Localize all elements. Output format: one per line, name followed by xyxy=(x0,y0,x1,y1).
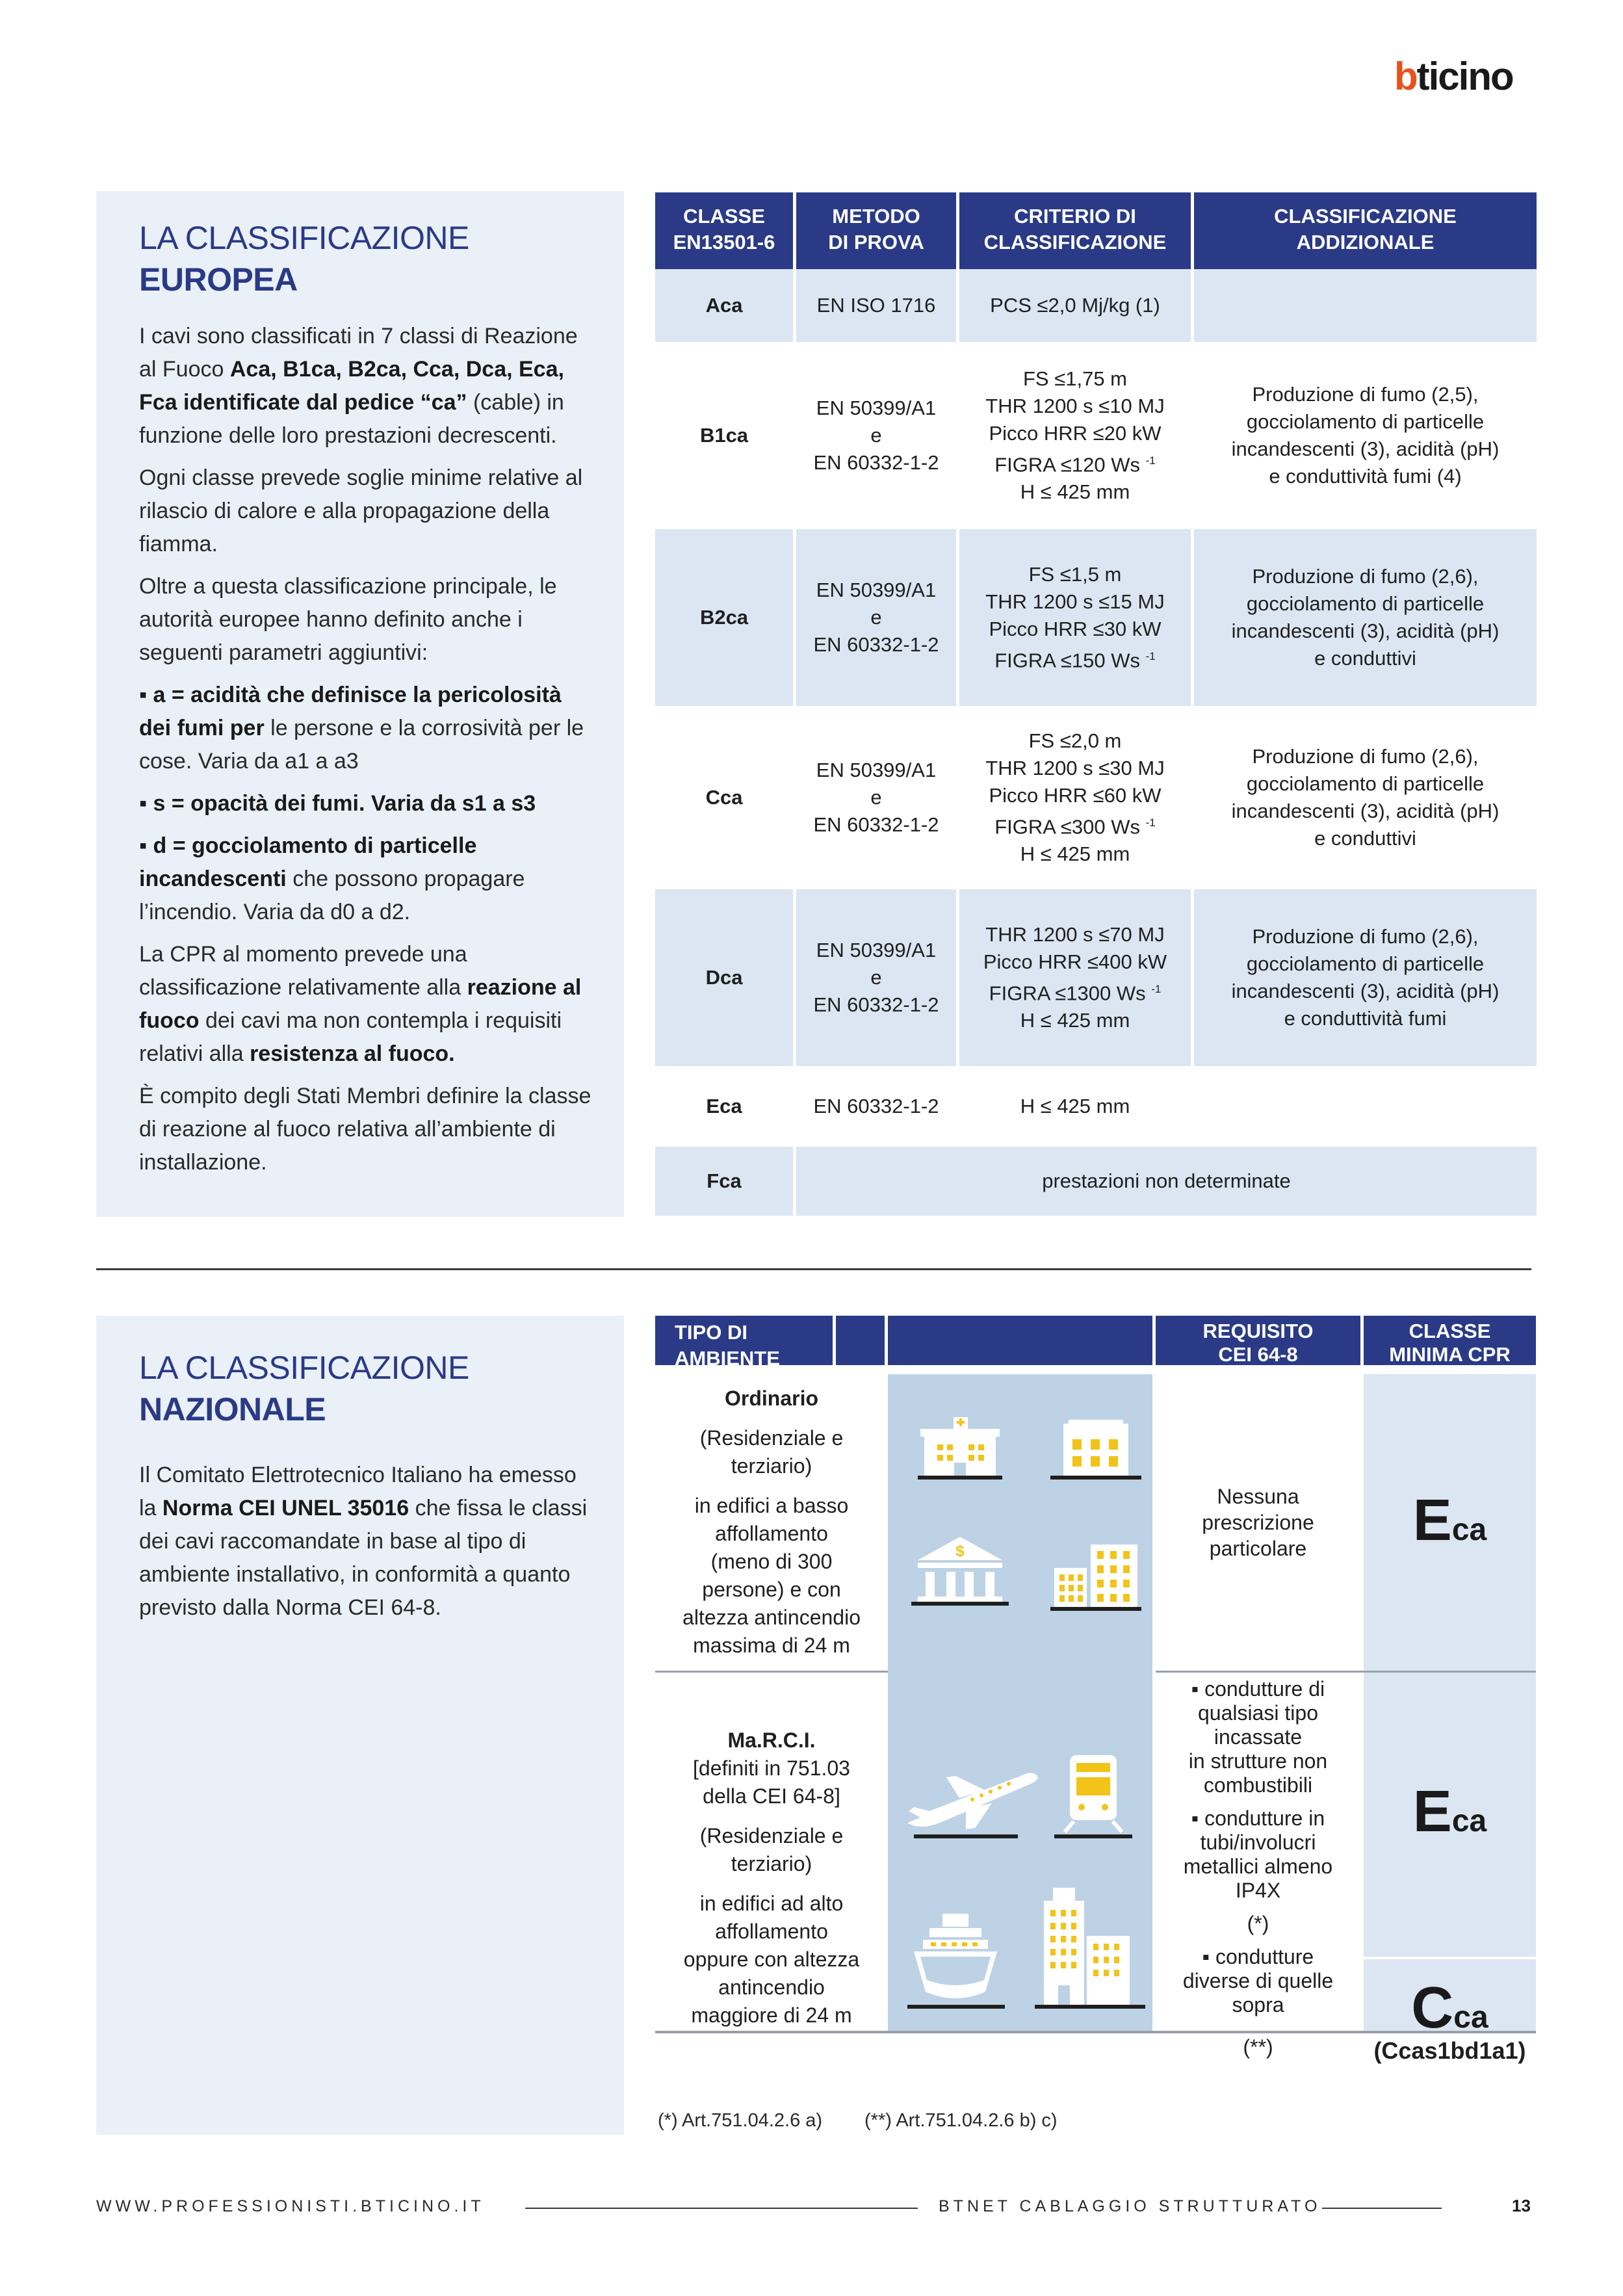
page-number: 13 xyxy=(1512,2196,1531,2215)
bullet-acidity: ▪ a = acidità che definisce la pericolosità dei fumi per le persone e la corrosività per le cose. Varia da a1 a a3 xyxy=(139,683,584,774)
european-paragraph-2: Ogni classe prevede soglie minime relative al rilascio di calore e alla propagazione della fiamma. xyxy=(139,465,583,556)
type-ordinario: Ordinario (Residenziale e terziario) in edifici a basso affollamento (meno di 300 persone) e con altezza antincendio massima di 24 m xyxy=(682,1387,861,1657)
bank-icon xyxy=(911,1537,1009,1606)
svg-text:$: $ xyxy=(955,1543,965,1560)
header-classe: CLASSE EN13501-6 xyxy=(655,192,793,269)
european-paragraph-5: È compito degli Stati Membri definire la classe di reazione al fuoco relativa all’ambiente di installazione. xyxy=(139,1084,591,1175)
bullet-opacity: ▪ s = opacità dei fumi. Varia da s1 a s3 xyxy=(139,791,536,816)
european-paragraph-1: I cavi sono classificati in 7 classi di Reazione al Fuoco Aca, B1ca, B2ca, Cca, Dca, Eca, Fca identificate dal pedice “ca” (cable) in funzione delle loro prestazioni decrescenti. xyxy=(139,324,578,448)
requirement-none: Nessuna prescrizione particolare xyxy=(1202,1485,1314,1560)
european-paragraph-3: Oltre a questa classificazione principale, le autorità europee hanno definito anche i seguenti parametri aggiuntivi: xyxy=(139,574,557,665)
skyscrapers-icon xyxy=(1035,1888,1145,2009)
class-eca-ordinario: Eca xyxy=(1412,1488,1487,1553)
header-spacer xyxy=(836,1316,885,1365)
footer-line-left xyxy=(525,2208,918,2209)
header-tipo-ambiente: TIPO DI AMBIENTE xyxy=(655,1316,833,1365)
city-buildings-icon xyxy=(1050,1545,1141,1611)
superscript-unit: -1 xyxy=(1145,454,1156,467)
class-cca-marci: Cca (Ccas1bd1a1) xyxy=(1373,1976,1526,2064)
train-icon xyxy=(1054,1755,1132,1838)
header-criterio: CRITERIO DI CLASSIFICAZIONE xyxy=(959,192,1191,269)
type-marci: Ma.R.C.I. [definiti in 751.03 della CEI 64-8] (Residenziale e terziario) in edifici ad alto affollamento oppure con altezza antincendio maggiore di 24 m xyxy=(683,1729,860,2027)
table-row: B1ca EN 50399/A1 e EN 60332-1-2 FS ≤1,75 m THR 1200 s ≤10 MJ Picco HRR ≤20 kW FIGRA ≤120 Ws $^{-1}$ H ≤ 425 mm Produzione di fumo (2,5), gocciolamento di particelle incandescenti (3), acidità (pH) e conduttività fumi (4) xyxy=(655,342,1537,529)
table-row: Eca EN 60332-1-2 H ≤ 425 mm xyxy=(655,1066,1537,1147)
requirement-marci: ▪ condutture di qualsiasi tipo incassate in strutture non combustibili ▪ condutture in tubi/involucri metallici almeno IP4X (*) ▪ condutture diverse di quelle sopra (**) xyxy=(1182,1677,1334,2059)
class-separator xyxy=(1364,1957,1536,1959)
class-column xyxy=(1364,1374,1536,2032)
table-row: Aca EN ISO 1716 PCS ≤2,0 Mj/kg (1) xyxy=(655,269,1537,342)
superscript-unit: -1 xyxy=(1151,982,1162,995)
european-title: LA CLASSIFICAZIONE EUROPEA xyxy=(139,220,469,298)
header-requisito: REQUISITO CEI 64-8 xyxy=(1156,1316,1360,1365)
row-separator xyxy=(655,1671,888,1673)
national-paragraph: Il Comitato Elettrotecnico Italiano ha emesso la Norma CEI UNEL 35016 che fissa le classi dei cavi raccomandate in base al tipo di ambiente installativo, in conformità a quanto previsto dalla Norma CEI 64-8. xyxy=(139,1463,588,1620)
table-row: Cca EN 50399/A1 e EN 60332-1-2 FS ≤2,0 m THR 1200 s ≤30 MJ Picco HRR ≤60 kW FIGRA ≤300 Ws $^{-1}$ H ≤ 425 mm Produzione di fumo (2,6), gocciolamento di particelle incandescenti (3), acidità (pH) e conduttivi xyxy=(655,706,1537,889)
superscript-unit: -1 xyxy=(1145,816,1156,829)
bticino-logo: bticino xyxy=(1394,55,1513,98)
superscript-unit: -1 xyxy=(1145,649,1156,662)
environment-icons xyxy=(888,1374,1152,2032)
footnote-2: (**) Art.751.04.2.6 b) c) xyxy=(864,2110,1058,2131)
national-panel xyxy=(96,1316,624,2135)
header-addizionale: CLASSIFICAZIONE ADDIZIONALE xyxy=(1194,192,1537,269)
bullet-dripping: ▪ d = gocciolamento di particelle incandescenti che possono propagare l’incendio. Varia da d0 a d2. xyxy=(139,833,525,924)
header-classe-minima: CLASSE MINIMA CPR xyxy=(1364,1316,1536,1365)
class-eca-marci: Eca xyxy=(1412,1779,1487,1844)
footer-line-right xyxy=(1322,2208,1442,2209)
footer-section: BTNET CABLAGGIO STRUTTURATO xyxy=(939,2197,1321,2215)
eu-classification-table xyxy=(655,192,1536,1216)
table-row: Dca EN 50399/A1 e EN 60332-1-2 THR 1200 s ≤70 MJ Picco HRR ≤400 kW FIGRA ≤1300 Ws $^{-1}$ H ≤ 425 mm Produzione di fumo (2,6), gocciolamento di particelle incandescenti (3), acidità (pH) e conduttività fumi xyxy=(655,889,1537,1066)
header-metodo: METODO DI PROVA xyxy=(796,192,956,269)
section-divider xyxy=(96,1268,1531,1270)
row-separator xyxy=(1156,1671,1536,1673)
table-row: B2ca EN 50399/A1 e EN 60332-1-2 FS ≤1,5 m THR 1200 s ≤15 MJ Picco HRR ≤30 kW FIGRA ≤150 Ws $^{-1}$ Produzione di fumo (2,6), gocciolamento di particelle incandescenti (3), acidità (pH) e conduttivi xyxy=(655,529,1537,706)
ship-icon xyxy=(907,1914,1005,2009)
airplane-icon xyxy=(907,1773,1038,1838)
header-icons xyxy=(888,1316,1152,1365)
table-row: Fca prestazioni non determinate xyxy=(655,1147,1537,1216)
office-building-icon xyxy=(1050,1420,1141,1480)
national-title: LA CLASSIFICAZIONE NAZIONALE xyxy=(139,1350,469,1428)
national-classification-table xyxy=(655,1316,1536,2131)
footnote-1: (*) Art.751.04.2.6 a) xyxy=(658,2110,823,2131)
european-panel xyxy=(96,191,624,1217)
european-paragraph-4: La CPR al momento prevede una classificazione relativamente alla reazione al fuoco dei cavi ma non contempla i requisiti relativi alla resistenza al fuoco. xyxy=(139,942,582,1066)
hospital-icon xyxy=(918,1417,1002,1480)
footer-website[interactable]: WWW.PROFESSIONISTI.BTICINO.IT xyxy=(96,2197,485,2215)
